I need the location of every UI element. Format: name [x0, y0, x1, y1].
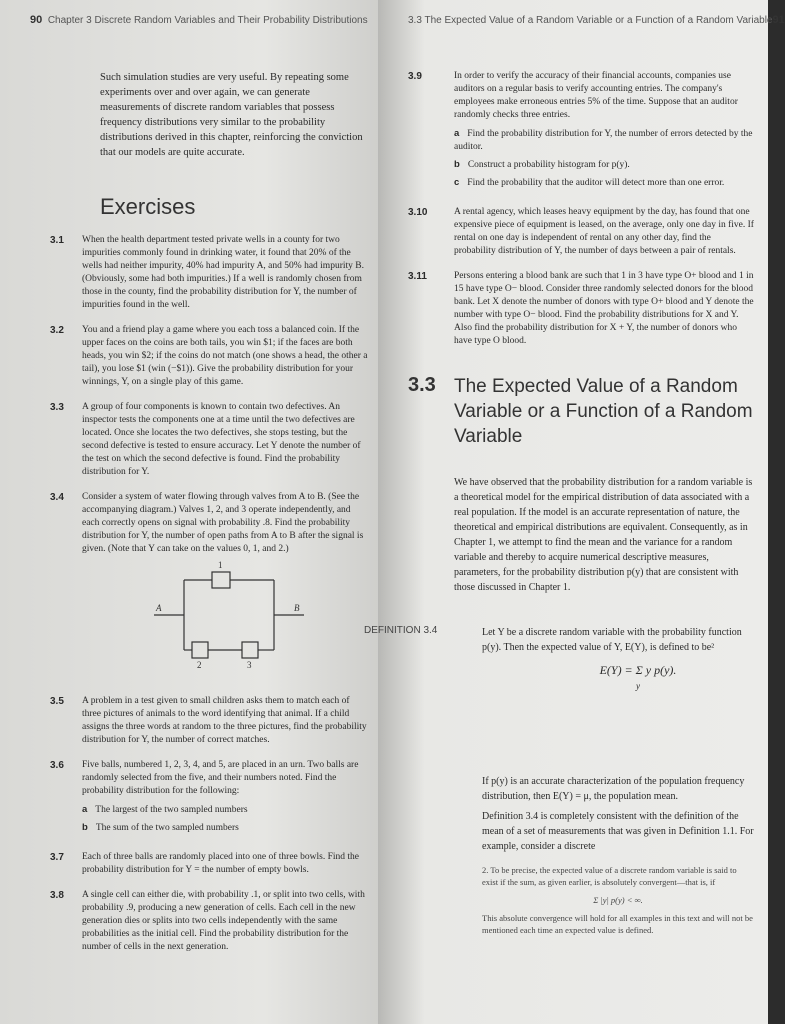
part-b	[82, 821, 370, 835]
exercise-number: 3.7	[50, 852, 64, 863]
formula-subscript: y	[636, 681, 640, 691]
left-running-head-text: Chapter 3 Discrete Random Variables and Their Probability Distributions	[47, 15, 368, 26]
exercise-3-5	[30, 695, 370, 747]
part-label: b	[82, 822, 88, 833]
exercise-3-3	[30, 401, 370, 479]
exercise-number: 3.3	[50, 402, 64, 413]
exercise-3-6-body	[82, 759, 370, 839]
section-number: 3.3	[408, 374, 436, 396]
after-definition-text	[482, 774, 754, 854]
right-page	[364, 0, 785, 1024]
footnote-text-2: This absolute convergence will hold for all examples in this text and will not be mentioned each time an expected value is defined.	[482, 913, 753, 935]
exercise-3-10	[408, 206, 754, 258]
exercise-number: 3.11	[408, 271, 427, 282]
definition-label: DEFINITION 3.4	[364, 625, 438, 636]
left-page-number: 90	[30, 14, 43, 26]
part-label: a	[454, 128, 460, 139]
part-text: The largest of the two sampled numbers	[95, 805, 248, 815]
part-text: Construct a probability histogram for p(y).	[467, 160, 630, 170]
exercise-text: Five balls, numbered 1, 2, 3, 4, and 5, are placed in an urn. Two balls are randomly selected from the five, and their numbers noted. Find the probability distribution for the following:	[82, 760, 359, 796]
left-running-head	[30, 14, 370, 26]
exercise-number: 3.1	[50, 235, 64, 246]
footnote	[482, 864, 754, 936]
section-title: The Expected Value of a Random Variable or a Function of a Random Variable	[454, 376, 753, 447]
exercise-text: In order to verify the accuracy of their financial accounts, companies use auditors on a regular basis to verify accounting entries. The company's employees make erroneous entries 5% of the time. Suppose that an auditor randomly checks three entries.	[454, 71, 738, 120]
exercises-heading: Exercises	[100, 194, 196, 219]
formula-text: E(Y) = Σ y p(y).	[599, 663, 677, 677]
exercise-text: A group of four components is known to contain two defectives. An inspector tests the components one at a time until the two defectives are located. Once she locates the two defectives, she stops testing, but the second defective is tested to ensure accuracy. Let Y denote the number of the test on which the second defective is found. Find the probability distribution for Y.	[82, 402, 361, 477]
exercise-3-9-body	[454, 70, 754, 194]
valve-1	[212, 572, 230, 588]
valve-3	[242, 642, 258, 658]
footnote-formula: Σ |y| p(y) < ∞.	[593, 895, 643, 905]
paragraph: If p(y) is an accurate characterization of the population frequency distribution, then E(Y) = μ, the population mean.	[482, 776, 745, 802]
exercise-3-8	[30, 889, 370, 954]
exercise-3-11	[408, 270, 754, 348]
section-paragraph: We have observed that the probability distribution for a random variable is a theoretical model for the empirical distribution of data associated with a real population. If the model is an accurate representation of nature, the theoretical and empirical distributions are equivalent. Consequently, as in Chapter 1, we attempt to find the mean and the variance for a random variable and thereby to acquire numerical descriptive measures, parameters, for the probability distribution p(y) that are consistent with those discussed in Chapter 1.	[454, 477, 753, 593]
part-b	[454, 158, 754, 172]
valve-2-label: 2	[197, 660, 202, 670]
exercise-3-1	[30, 234, 370, 312]
right-page-number: 91	[772, 14, 785, 26]
footnote-text: 2. To be precise, the expected value of a discrete random variable is said to exist if the sum, as given earlier, is absolutely convergent—that is, if	[482, 865, 737, 887]
paragraph: Definition 3.4 is completely consistent with the definition of the mean of a set of measurements that was given in Definition 1.1. For example, consider a discrete	[482, 811, 754, 852]
part-text: Find the probability that the auditor will detect more than one error.	[467, 178, 725, 188]
part-label: b	[454, 159, 460, 170]
exercise-3-7	[30, 851, 370, 877]
part-text: Find the probability distribution for Y, the number of errors detected by the auditor.	[454, 129, 753, 152]
exercise-text: A rental agency, which leases heavy equipment by the day, has found that one expensive piece of equipment is leased, on the average, only one day in five. If rental on one day is independent of rental on any other day, find the probability distribution of Y, the number of days between a pair of rentals.	[454, 207, 754, 256]
exercise-number: 3.5	[50, 696, 64, 707]
valve-diagram	[154, 560, 304, 670]
left-page	[0, 0, 378, 1024]
exercise-3-4-body	[82, 491, 370, 683]
valve-2	[192, 642, 208, 658]
right-running-head-text: 3.3 The Expected Value of a Random Variable or a Function of a Random Variable	[408, 15, 773, 26]
part-label: c	[454, 177, 460, 188]
exercise-number: 3.9	[408, 71, 422, 82]
part-a	[454, 127, 754, 154]
exercise-text: Each of three balls are randomly placed into one of three bowls. Find the probability distribution for Y = the number of empty bowls.	[82, 852, 359, 875]
exercise-number: 3.4	[50, 492, 64, 503]
valve-3-label: 3	[247, 660, 252, 670]
exercise-number: 3.2	[50, 325, 64, 336]
exercise-text: You and a friend play a game where you each toss a balanced coin. If the upper faces on the coins are both tails, you win $1; if the faces are both heads, you win $2; if the coins do not match (one shows a head, the other a tail), you lose $1 (win (−$1)). Give the probability distribution for your winnings, Y, on a single play of this game.	[82, 325, 368, 387]
exercise-parts	[454, 127, 754, 190]
node-b-label: B	[294, 603, 300, 613]
part-text: The sum of the two sampled numbers	[95, 823, 239, 833]
exercise-3-6	[30, 759, 370, 839]
exercise-3-2	[30, 324, 370, 389]
exercise-3-9	[408, 70, 754, 194]
intro-paragraph: Such simulation studies are very useful. By repeating some experiments over and over again, we can generate measurements of discrete random variables that possess frequency distributions very similar to the probability distributions derived in this chapter, reinforcing the conviction that our models are quite accurate.	[100, 72, 363, 158]
exercise-3-4	[30, 491, 370, 683]
exercise-text: Persons entering a blood bank are such that 1 in 3 have type O+ blood and 1 in 15 have type O− blood. Consider three randomly selected donors for the blood bank. Let X denote the number of donors with type O+ blood and Y denote the number with type O− blood. Find the probability distributions for X and Y. Also find the probability distribution for X + Y, the number of donors who have type O blood.	[454, 271, 754, 346]
exercise-number: 3.10	[408, 207, 428, 218]
part-a	[82, 803, 370, 817]
node-a-label: A	[156, 603, 162, 613]
exercise-text: A single cell can either die, with probability .1, or split into two cells, with probability .9, producing a new generation of cells. Each cell in the new generation dies or splits into two cells independently with the same probabilities as the initial cell. Find the probability distribution for the number of cells in the next generation.	[82, 890, 365, 952]
right-running-head	[408, 14, 785, 26]
definition-3-4	[364, 625, 754, 704]
exercise-number: 3.6	[50, 760, 64, 771]
exercise-number: 3.8	[50, 890, 64, 901]
definition-text: Let Y be a discrete random variable with the probability function p(y). Then the expected value of Y, E(Y), is defined to be²	[482, 627, 742, 653]
exercise-text: When the health department tested private wells in a county for two impurities commonly found in drinking water, it found that 20% of the wells had neither impurity, 40% had impurity A, and 50% had impurity B. (Obviously, some had both impurities.) If a well is randomly chosen from those in the county, find the probability distribution for Y, the number of impurities found in the well.	[82, 235, 364, 310]
section-heading	[408, 374, 754, 449]
definition-body	[482, 625, 754, 704]
expected-value-formula	[522, 663, 754, 694]
exercise-text: A problem in a test given to small children asks them to match each of three pictures of animals to the word identifying that animal. If a child assigns the three words at random to the three pictures, find the probability distribution for Y, the number of correct matches.	[82, 696, 367, 745]
exercise-parts	[82, 803, 370, 835]
exercise-text: Consider a system of water flowing through valves from A to B. (See the accompanying diagram.) Valves 1, 2, and 3 operate independently, and each correctly opens on signal with probability .8. Find the probability distribution for Y, the number of open paths from A to B after the signal is given. (Note that Y can take on the values 0, 1, and 2.)	[82, 492, 364, 554]
valve-1-label: 1	[218, 560, 223, 570]
part-label: a	[82, 804, 88, 815]
part-c	[454, 176, 754, 190]
